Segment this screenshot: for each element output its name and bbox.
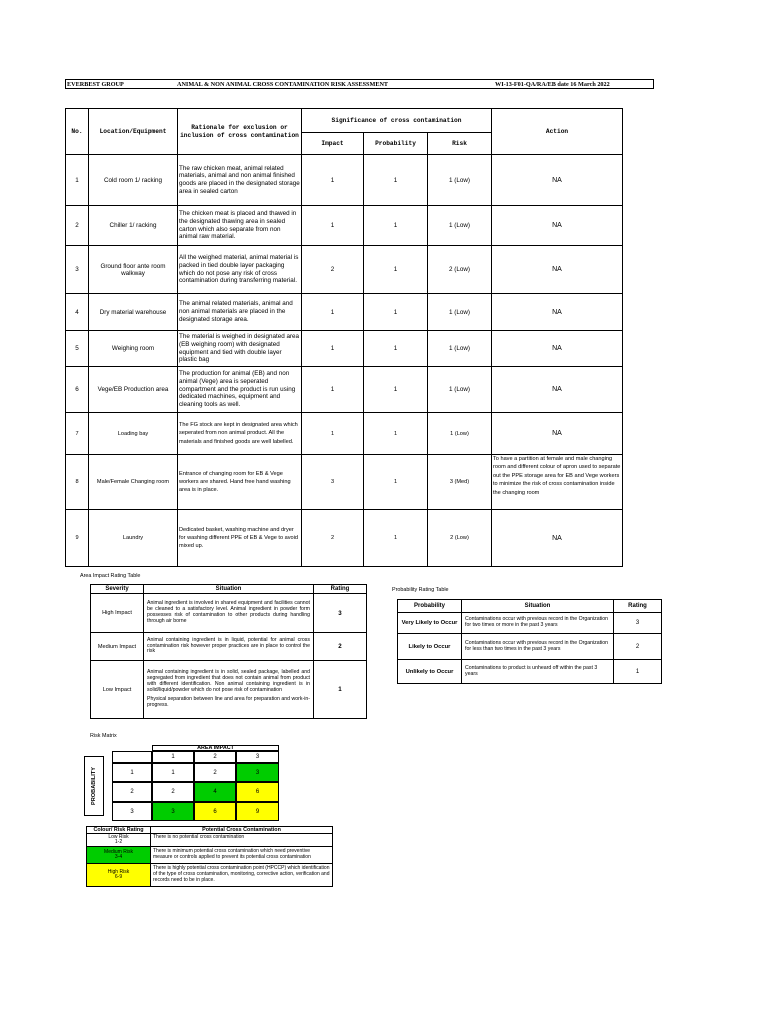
col-header-location: Location/Equipment	[89, 109, 178, 155]
probability-cell: Very Likely to Occur	[398, 613, 462, 634]
severity-cell: High Impact	[91, 594, 144, 633]
row-risk: 2 (Low)	[428, 246, 492, 294]
row-rationale: Dedicated basket, washing machine and dryer for washing different PPE of EB & Vege to avoid mixed up.	[178, 510, 302, 567]
probability-table	[397, 599, 662, 684]
probability-caption: Probability Rating Table	[392, 587, 449, 593]
row-location: Male/Female Changing room	[89, 455, 178, 510]
area-impact-caption: Area Impact Rating Table	[80, 573, 141, 579]
row-no: 8	[66, 455, 89, 510]
row-action: NA	[492, 246, 623, 294]
legend-text: There is no potential cross contamination	[151, 834, 333, 847]
table-row	[66, 510, 623, 567]
table-row	[66, 413, 623, 455]
row-probability: 1	[364, 155, 428, 206]
row-rationale: Entrance of changing room for EB & Vege workers are shared. Hand free hand washing area is in place.	[178, 455, 302, 510]
table-row	[66, 206, 623, 246]
rating-cell: 3	[314, 594, 367, 633]
legend-range: 1-2	[114, 839, 123, 845]
legend-medium-cell	[87, 847, 151, 864]
situation-cell	[144, 661, 314, 719]
document-title: ANIMAL & NON ANIMAL CROSS CONTAMINATION RISK ASSESSMENT	[177, 81, 389, 88]
row-action: NA	[492, 206, 623, 246]
situation-text: Animal containing ingredient is in solid, sealed package, labelled and segregated from ingredient that does not contain animal from product with different identification. Non animal containing ingredient is in solid/liquid/powder which do not pose risk of contamination	[147, 668, 310, 693]
table-row	[66, 455, 623, 510]
col-header-potential: Potential Cross Contamination	[151, 827, 333, 834]
row-impact: 1	[302, 206, 364, 246]
document-header	[65, 79, 654, 89]
row-action: NA	[492, 413, 623, 455]
col-header-rating: Rating	[314, 585, 367, 594]
risk-assessment-table	[65, 108, 623, 567]
col-header-probability: Probability	[364, 133, 428, 155]
row-no: 3	[66, 246, 89, 294]
row-no: 2	[66, 206, 89, 246]
row-probability: 1	[364, 510, 428, 567]
row-no: 4	[66, 294, 89, 331]
legend-range: 6-9	[114, 874, 123, 880]
legend-label: Medium Risk	[104, 848, 133, 855]
situation-cell: Animal ingredient is involved in shared equipment and facilities cannot be cleaned to a satisfactory level. Animal ingredient in powder form possesses risk of contamination to other products during handling through air borne	[144, 594, 314, 633]
row-rationale: The animal related materials, animal and non animal materials are placed in the designated storage area.	[178, 294, 302, 331]
row-probability: 1	[364, 294, 428, 331]
row-location: Loading bay	[89, 413, 178, 455]
row-location: Chiller 1/ racking	[89, 206, 178, 246]
risk-matrix-caption: Risk Matrix	[90, 733, 117, 739]
document-reference: WI-13-F01-QA/RA/EB date 16 March 2022	[495, 81, 610, 88]
col-header-probability: Probability	[398, 600, 462, 613]
row-action: NA	[492, 331, 623, 367]
row-probability: 1	[364, 367, 428, 413]
row-probability: 1	[364, 455, 428, 510]
probability-axis-text: PROBABILITY	[91, 767, 97, 805]
matrix-cell: 1	[152, 763, 194, 782]
col-header-rating: Rating	[614, 600, 662, 613]
matrix-cell: 4	[194, 782, 236, 802]
col-header-situation: Situation	[462, 600, 614, 613]
rating-cell: 2	[314, 633, 367, 661]
row-action: NA	[492, 294, 623, 331]
row-location: Laundry	[89, 510, 178, 567]
matrix-cell: 6	[236, 782, 279, 802]
row-no: 9	[66, 510, 89, 567]
rating-cell: 1	[314, 661, 367, 719]
legend-label: High Risk	[107, 868, 130, 875]
table-row	[398, 660, 662, 684]
row-risk: 1 (Low)	[428, 294, 492, 331]
table-row	[398, 613, 662, 634]
probability-cell: Unlikely to Occur	[398, 660, 462, 684]
row-risk: 1 (Low)	[428, 331, 492, 367]
row-impact: 1	[302, 155, 364, 206]
table-row	[66, 294, 623, 331]
col-header-risk: Risk	[428, 133, 492, 155]
impact-header-cell: 2	[194, 751, 236, 763]
legend-range: 3-4	[114, 854, 123, 860]
row-no: 7	[66, 413, 89, 455]
row-probability: 1	[364, 413, 428, 455]
probability-header-cell: 2	[112, 782, 152, 802]
row-rationale: All the weighed material, animal material is packed in tied double layer packaging which do not pose any risk of cross contamination during transferring material.	[178, 246, 302, 294]
row-impact: 1	[302, 331, 364, 367]
row-probability: 1	[364, 206, 428, 246]
row-location: Dry material warehouse	[89, 294, 178, 331]
row-action: NA	[492, 155, 623, 206]
probability-header-cell: 3	[112, 802, 152, 821]
table-row	[66, 246, 623, 294]
risk-matrix	[90, 745, 280, 821]
situation-cell: Animal containing ingredient is in liquid, potential for animal cross contamination risk however proper practices are in place to control the risk	[144, 633, 314, 661]
row-location: Ground floor ante room walkway	[89, 246, 178, 294]
row-action: NA	[492, 367, 623, 413]
row-rationale: The material is weighed in designated area (EB weighing room) with designated equipment and tied with double layer plastic bag	[178, 331, 302, 367]
table-row	[87, 864, 333, 887]
row-impact: 1	[302, 413, 364, 455]
impact-header-cell: 3	[236, 751, 279, 763]
row-risk: 1 (Low)	[428, 206, 492, 246]
impact-header-cell: 1	[152, 751, 194, 763]
situation-text-2: Physical separation between line and area for preparation and work-in-progress.	[147, 696, 310, 709]
table-row	[87, 834, 333, 847]
row-impact: 3	[302, 455, 364, 510]
colour-risk-legend	[86, 826, 333, 887]
row-impact: 1	[302, 294, 364, 331]
row-no: 1	[66, 155, 89, 206]
row-rationale: The raw chicken meat, animal related materials, animal and non animal finished goods are placed in the designated storage area in sealed carton	[178, 155, 302, 206]
severity-cell: Low Impact	[91, 661, 144, 719]
matrix-cell: 9	[236, 802, 279, 821]
col-header-impact: Impact	[302, 133, 364, 155]
rating-cell: 2	[614, 634, 662, 660]
probability-cell: Likely to Occur	[398, 634, 462, 660]
table-row	[87, 847, 333, 864]
table-row	[66, 155, 623, 206]
row-impact: 2	[302, 510, 364, 567]
row-impact: 2	[302, 246, 364, 294]
matrix-cell: 6	[194, 802, 236, 821]
row-location: Weighing room	[89, 331, 178, 367]
situation-cell: Contaminations occur with previous record in the Organization for two times or more in the past 3 years	[462, 613, 614, 634]
table-row	[91, 594, 367, 633]
row-action: To have a partition at female and male changing room and different colour of apron used to separate out the PPE storage area for EB and Vege workers to minimize the risk of cross contamination inside the changing room	[492, 455, 623, 510]
probability-header-cell: 1	[112, 763, 152, 782]
severity-cell: Medium Impact	[91, 633, 144, 661]
col-header-colour: Colour/ Risk Rating	[87, 827, 151, 834]
row-probability: 1	[364, 331, 428, 367]
row-location: Cold room 1/ racking	[89, 155, 178, 206]
row-rationale: The FG stock are kept in designated area which seperated from non animal product. All the materials and finished goods are well labelled.	[178, 413, 302, 455]
situation-cell: Contaminations occur with previous record in the Organization for less than two times in the past 3 years	[462, 634, 614, 660]
matrix-cell: 3	[236, 763, 279, 782]
row-action: NA	[492, 510, 623, 567]
table-row	[66, 331, 623, 367]
row-risk: 1 (Low)	[428, 155, 492, 206]
col-header-rationale: Rationale for exclusion or inclusion of cross contamination	[178, 109, 302, 155]
col-header-action: Action	[492, 109, 623, 155]
table-row	[91, 633, 367, 661]
matrix-cell: 3	[152, 802, 194, 821]
row-probability: 1	[364, 246, 428, 294]
row-impact: 1	[302, 367, 364, 413]
legend-high-cell	[87, 864, 151, 887]
table-row	[91, 661, 367, 719]
table-row	[66, 367, 623, 413]
situation-cell: Contaminations to product is unheard off within the past 3 years	[462, 660, 614, 684]
col-header-no: No.	[66, 109, 89, 155]
rating-cell: 3	[614, 613, 662, 634]
matrix-corner-cell	[112, 751, 152, 763]
row-risk: 1 (Low)	[428, 367, 492, 413]
row-location: Vege/EB Production area	[89, 367, 178, 413]
row-rationale: The chicken meat is placed and thawed in the designated thawing area in sealed carton which also separate from non animal raw material.	[178, 206, 302, 246]
legend-label: Low Risk	[108, 833, 129, 840]
col-header-severity: Severity	[91, 585, 144, 594]
legend-text: There is highly potential cross contamination point (HPCCP) which identification of the type of cross contamination, monitoring, corrective action, verification and records need to be in place.	[151, 864, 333, 887]
row-risk: 1 (Low)	[428, 413, 492, 455]
area-impact-header: AREA IMPACT	[152, 745, 279, 751]
rating-cell: 1	[614, 660, 662, 684]
row-no: 5	[66, 331, 89, 367]
matrix-cell: 2	[194, 763, 236, 782]
company-name: EVERBEST GROUP	[67, 81, 124, 88]
col-header-significance: Significance of cross contamination	[302, 109, 492, 133]
legend-low-cell	[87, 834, 151, 847]
matrix-cell: 2	[152, 782, 194, 802]
row-risk: 2 (Low)	[428, 510, 492, 567]
col-header-situation: Situation	[144, 585, 314, 594]
row-rationale: The production for animal (EB) and non animal (Vege) area is seperated compartment and the product is run using dedicated machines, equipment and cleaning tools as well.	[178, 367, 302, 413]
table-row	[398, 634, 662, 660]
area-impact-table	[90, 584, 367, 719]
legend-text: There is minimum potential cross contamination which need preventive measure or controls applied to prevent its potential cross contamination	[151, 847, 333, 864]
row-no: 6	[66, 367, 89, 413]
row-risk: 3 (Med)	[428, 455, 492, 510]
